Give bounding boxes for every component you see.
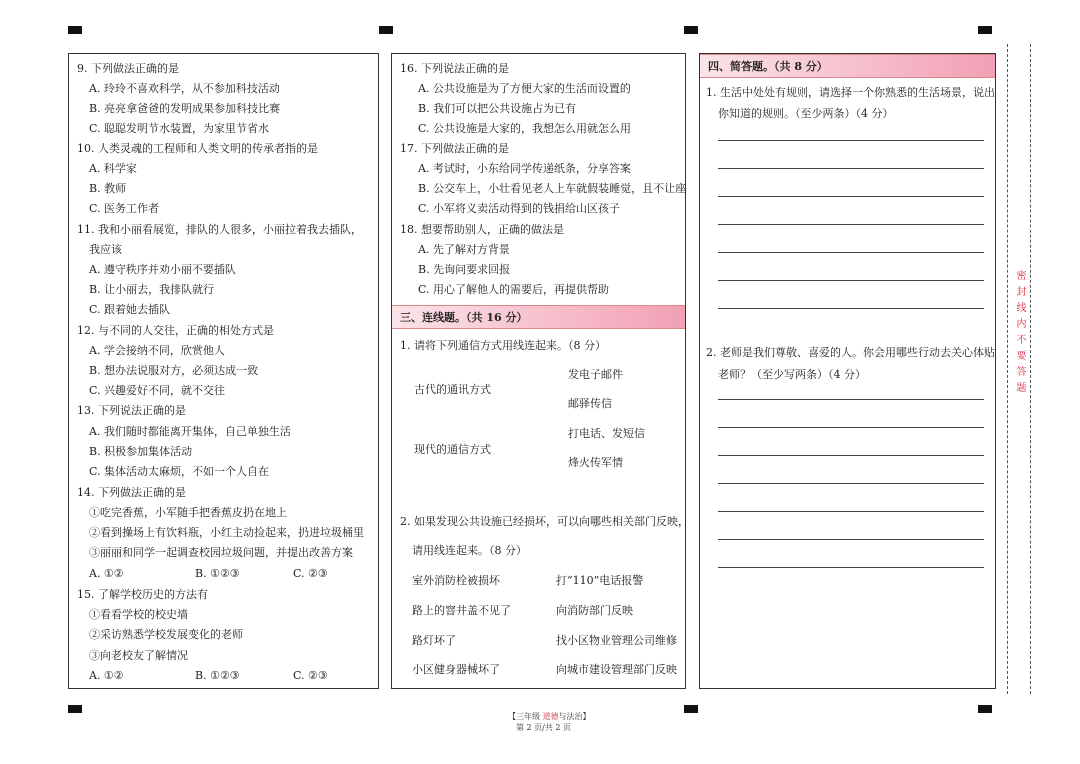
q14-stem: 14. 下列做法正确的是: [77, 486, 186, 499]
q15-option-c: C. ②③: [293, 669, 328, 682]
q12-option-c: C. 兴趣爱好不同，就不交往: [89, 384, 226, 397]
q16-stem: 16. 下列说法正确的是: [400, 62, 509, 75]
matching-1-stem: 1. 请将下列通信方式用线连起来。（8 分）: [400, 339, 606, 352]
q15-option-b: B. ①②③: [195, 669, 240, 682]
q12-stem: 12. 与不同的人交往，正确的相处方式是: [77, 324, 274, 337]
q10-option-b: B. 教师: [89, 182, 127, 195]
q15-stem: 15. 了解学校历史的方法有: [77, 588, 208, 601]
q10-option-c: C. 医务工作者: [89, 202, 160, 215]
q11-option-b: B. 让小丽去，我排队就行: [89, 283, 215, 296]
footer-page-number: 第 2 页/共 2 页: [516, 723, 572, 732]
answer-line[interactable]: [718, 140, 984, 141]
seal-line: [1007, 44, 1008, 694]
q9-option-a: A. 玲玲不喜欢科学，从不参加科技活动: [89, 82, 280, 95]
footer-subject: [508, 711, 591, 722]
short-answer-1-stem: 1. 生活中处处有规则，请选择一个你熟悉的生活场景，说出: [706, 86, 995, 99]
question-column-2: [391, 53, 689, 689]
matching-2-stem: 2. 如果发现公共设施已经损坏，可以向哪些相关部门反映，: [400, 515, 689, 528]
q15-item-1: ①看看学校的校史墙: [89, 608, 188, 621]
q13-option-b: B. 积极参加集体活动: [89, 445, 193, 458]
q13-stem: 13. 下列说法正确的是: [77, 404, 186, 417]
answer-line[interactable]: [718, 427, 984, 428]
matching-2-left-3: 路灯坏了: [412, 634, 456, 647]
registration-mark: [68, 705, 82, 713]
matching-2-left-1: 室外消防栓被损坏: [412, 574, 500, 587]
matching-2-left-4: 小区健身器械坏了: [412, 663, 500, 676]
short-answer-2-stem-cont: 老师？（至少写两条）（4 分）: [718, 368, 866, 381]
q9-stem: 9. 下列做法正确的是: [77, 62, 179, 75]
q12-option-a: A. 学会接纳不同，欣赏他人: [89, 344, 225, 357]
q18-stem: 18. 想要帮助别人，正确的做法是: [400, 223, 564, 236]
q16-option-c: C. 公共设施是大家的，我想怎么用就怎么用: [418, 122, 632, 135]
answer-line[interactable]: [718, 511, 984, 512]
matching-2-stem-cont: 请用线连起来。（8 分）: [412, 544, 527, 557]
q18-option-c: C. 用心了解他人的需要后，再提供帮助: [418, 283, 610, 296]
matching-2-right-4: 向城市建设管理部门反映: [556, 663, 677, 676]
answer-line[interactable]: [718, 280, 984, 281]
q11-stem-cont: 我应该: [89, 243, 122, 256]
question-column-3: [699, 53, 996, 689]
q14-item-1: ①吃完香蕉，小军随手把香蕉皮扔在地上: [89, 506, 287, 519]
q11-stem: 11. 我和小丽看展览，排队的人很多，小丽拉着我去插队，: [77, 223, 362, 236]
q14-option-b: B. ①②③: [195, 567, 240, 580]
registration-mark: [978, 26, 992, 34]
answer-line[interactable]: [718, 567, 984, 568]
q12-option-b: B. 想办法说服对方，必须达成一致: [89, 364, 259, 377]
matching-2-right-3: 找小区物业管理公司维修: [556, 634, 677, 647]
q17-option-a: A. 考试时，小东给同学传递纸条，分享答案: [418, 162, 631, 175]
q14-item-3: ③丽丽和同学一起调查校园垃圾问题，并提出改善方案: [89, 546, 353, 559]
question-column-1: [68, 53, 379, 689]
section-3-header: 三、连线题。（共 16 分）: [392, 305, 685, 329]
q14-item-2: ②看到操场上有饮料瓶，小红主动捡起来，扔进垃圾桶里: [89, 526, 364, 539]
matching-2-right-1: 打“110”电话报警: [556, 574, 644, 587]
registration-mark: [68, 26, 82, 34]
answer-line[interactable]: [718, 308, 984, 309]
q14-option-c: C. ②③: [293, 567, 328, 580]
matching-1-left-2: 现代的通信方式: [414, 443, 491, 456]
matching-1-left-1: 古代的通讯方式: [414, 383, 491, 396]
q10-stem: 10. 人类灵魂的工程师和人类文明的传承者指的是: [77, 142, 318, 155]
q16-option-b: B. 我们可以把公共设施占为已有: [418, 102, 577, 115]
q11-option-a: A. 遵守秩序并劝小丽不要插队: [89, 263, 236, 276]
q18-option-b: B. 先询问要求回报: [418, 263, 511, 276]
seal-line-notice: 密封线内不要答题: [1014, 270, 1025, 398]
seal-line: [1030, 44, 1031, 694]
q15-item-3: ③向老校友了解情况: [89, 649, 188, 662]
q17-option-b: B. 公交车上，小壮看见老人上车就假装睡觉，且不让座: [418, 182, 687, 195]
answer-line[interactable]: [718, 455, 984, 456]
answer-line[interactable]: [718, 196, 984, 197]
q10-option-a: A. 科学家: [89, 162, 137, 175]
matching-1-right-3: 打电话、发短信: [568, 427, 645, 440]
answer-line[interactable]: [718, 399, 984, 400]
short-answer-2-stem: 2. 老师是我们尊敬、喜爱的人。你会用哪些行动去关心体贴: [706, 346, 995, 359]
matching-2-left-2: 路上的窨井盖不见了: [412, 604, 511, 617]
answer-line[interactable]: [718, 224, 984, 225]
registration-mark: [978, 705, 992, 713]
q15-item-2: ②采访熟悉学校发展变化的老师: [89, 628, 243, 641]
registration-mark: [684, 26, 698, 34]
q11-option-c: C. 跟着她去插队: [89, 303, 171, 316]
registration-mark: [684, 705, 698, 713]
footer-subject-rest: 与法治】: [558, 712, 591, 721]
answer-line[interactable]: [718, 168, 984, 169]
matching-1-right-2: 邮驿传信: [568, 397, 612, 410]
q13-option-c: C. 集体活动太麻烦，不如一个人自在: [89, 465, 270, 478]
q13-option-a: A. 我们随时都能离开集体，自己单独生活: [89, 425, 291, 438]
matching-1-right-1: 发电子邮件: [568, 368, 623, 381]
short-answer-1-stem-cont: 你知道的规则。（至少两条）（4 分）: [718, 107, 894, 120]
matching-2-right-2: 向消防部门反映: [556, 604, 633, 617]
answer-line[interactable]: [718, 539, 984, 540]
q17-option-c: C. 小军将义卖活动得到的钱捐给山区孩子: [418, 202, 621, 215]
q17-stem: 17. 下列做法正确的是: [400, 142, 509, 155]
q9-option-c: C. 聪聪发明节水装置，为家里节省水: [89, 122, 270, 135]
section-4-header: 四、简答题。（共 8 分）: [700, 54, 995, 78]
answer-line[interactable]: [718, 252, 984, 253]
footer-grade: 【三年级: [508, 712, 540, 721]
q16-option-a: A. 公共设施是为了方便大家的生活而设置的: [418, 82, 631, 95]
registration-mark: [379, 26, 393, 34]
q9-option-b: B. 亮亮拿爸爸的发明成果参加科技比赛: [89, 102, 281, 115]
matching-1-right-4: 烽火传军情: [568, 456, 623, 469]
answer-line[interactable]: [718, 483, 984, 484]
q18-option-a: A. 先了解对方背景: [418, 243, 510, 256]
q14-option-a: A. ①②: [89, 567, 124, 580]
footer-subject-highlight: 道德: [542, 712, 559, 721]
q15-option-a: A. ①②: [89, 669, 124, 682]
